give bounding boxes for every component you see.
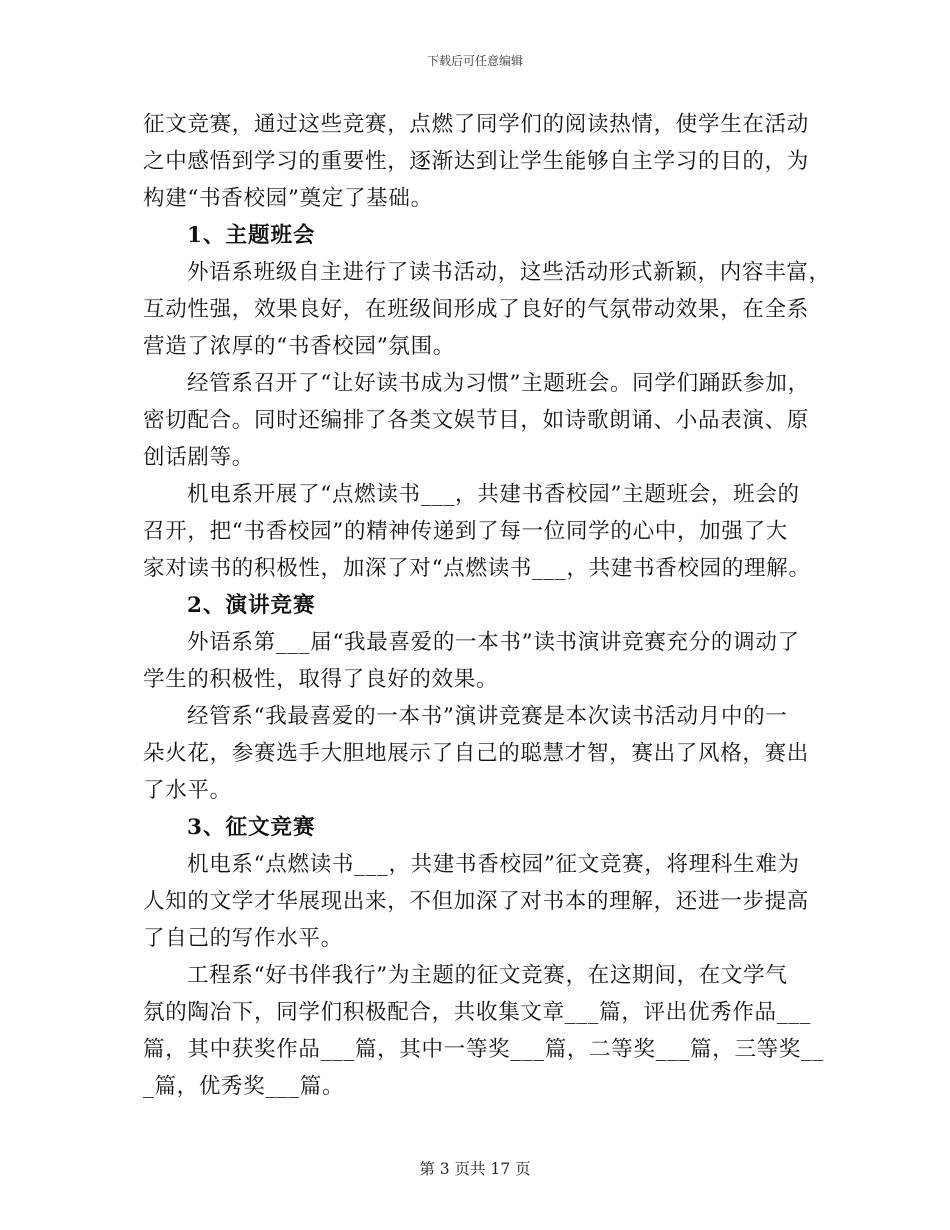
- text-line: 构建“书香校园”奠定了基础。: [143, 186, 433, 211]
- paragraph: [143, 624, 807, 698]
- paragraph: [143, 365, 810, 476]
- text-line: 家对读书的积极性，加深了对“点燃读书___，共建书香校园的理解。: [143, 556, 811, 581]
- paragraph: [143, 254, 831, 365]
- text-line: 互动性强，效果良好，在班级间形成了良好的气氛带动效果，在全系: [143, 297, 810, 322]
- paragraph: [143, 106, 810, 217]
- text-line: 经管系“我最喜爱的一本书”演讲竞赛是本次读书活动月中的一: [187, 704, 788, 729]
- text-line: 营造了浓厚的“书香校园”氛围。: [143, 334, 455, 359]
- text-line: 之中感悟到学习的重要性，逐渐达到让学生能够自主学习的目的，为: [143, 149, 810, 174]
- paragraph: [143, 957, 824, 1105]
- text-line: 学生的积极性，取得了良好的效果。: [143, 667, 499, 692]
- section-heading: [143, 217, 807, 254]
- document-body: [143, 106, 831, 1105]
- section-heading: [143, 587, 807, 624]
- text-line: 经管系召开了“让好读书成为习惯”主题班会。同学们踊跃参加，: [187, 371, 810, 396]
- text-line: _篇，优秀奖___篇。: [143, 1074, 345, 1099]
- text-line: 征文竞赛，通过这些竞赛，点燃了同学们的阅读热情，使学生在活动: [143, 112, 810, 137]
- heading-text: 3、征文竞赛: [187, 815, 316, 840]
- text-line: 机电系“点燃读书___，共建书香校园”征文竞赛，将理科生难为: [187, 852, 800, 877]
- text-line: 了自己的写作水平。: [143, 926, 343, 951]
- text-line: 了水平。: [143, 778, 232, 803]
- text-line: 外语系第___届“我最喜爱的一本书”读书演讲竞赛充分的调动了: [187, 630, 800, 655]
- text-line: 篇，其中获奖作品___篇，其中一等奖___篇，二等奖___篇，三等奖__: [143, 1037, 824, 1062]
- text-line: 密切配合。同时还编排了各类文娱节目，如诗歌朗诵、小品表演、原: [143, 408, 810, 433]
- text-line: 机电系开展了“点燃读书___，共建书香校园”主题班会，班会的: [187, 482, 800, 507]
- text-line: 朵火花，参赛选手大胆地展示了自己的聪慧才智，赛出了风格，赛出: [143, 741, 810, 766]
- heading-text: 2、演讲竞赛: [187, 593, 316, 618]
- text-line: 创话剧等。: [143, 445, 255, 470]
- section-heading: [143, 809, 807, 846]
- text-line: 外语系班级自主进行了读书活动，这些活动形式新颖，内容丰富，: [187, 260, 831, 285]
- paragraph: [143, 846, 810, 957]
- text-line: 人知的文学才华展现出来，不但加深了对书本的理解，还进一步提高: [143, 889, 810, 914]
- paragraph: [143, 698, 810, 809]
- page-footer: 第 3 页共 17 页: [419, 1160, 531, 1178]
- text-line: 召开，把“书香校园”的精神传递到了每一位同学的心中，加强了大: [143, 519, 788, 544]
- paragraph: [143, 476, 811, 587]
- text-line: 工程系“好书伴我行”为主题的征文竞赛，在这期间，在文学气: [187, 963, 788, 988]
- heading-text: 1、主题班会: [187, 223, 316, 248]
- page-header: 下载后可任意编辑: [426, 54, 523, 68]
- text-line: 氛的陶冶下，同学们积极配合，共收集文章___篇，评出优秀作品___: [143, 1000, 812, 1025]
